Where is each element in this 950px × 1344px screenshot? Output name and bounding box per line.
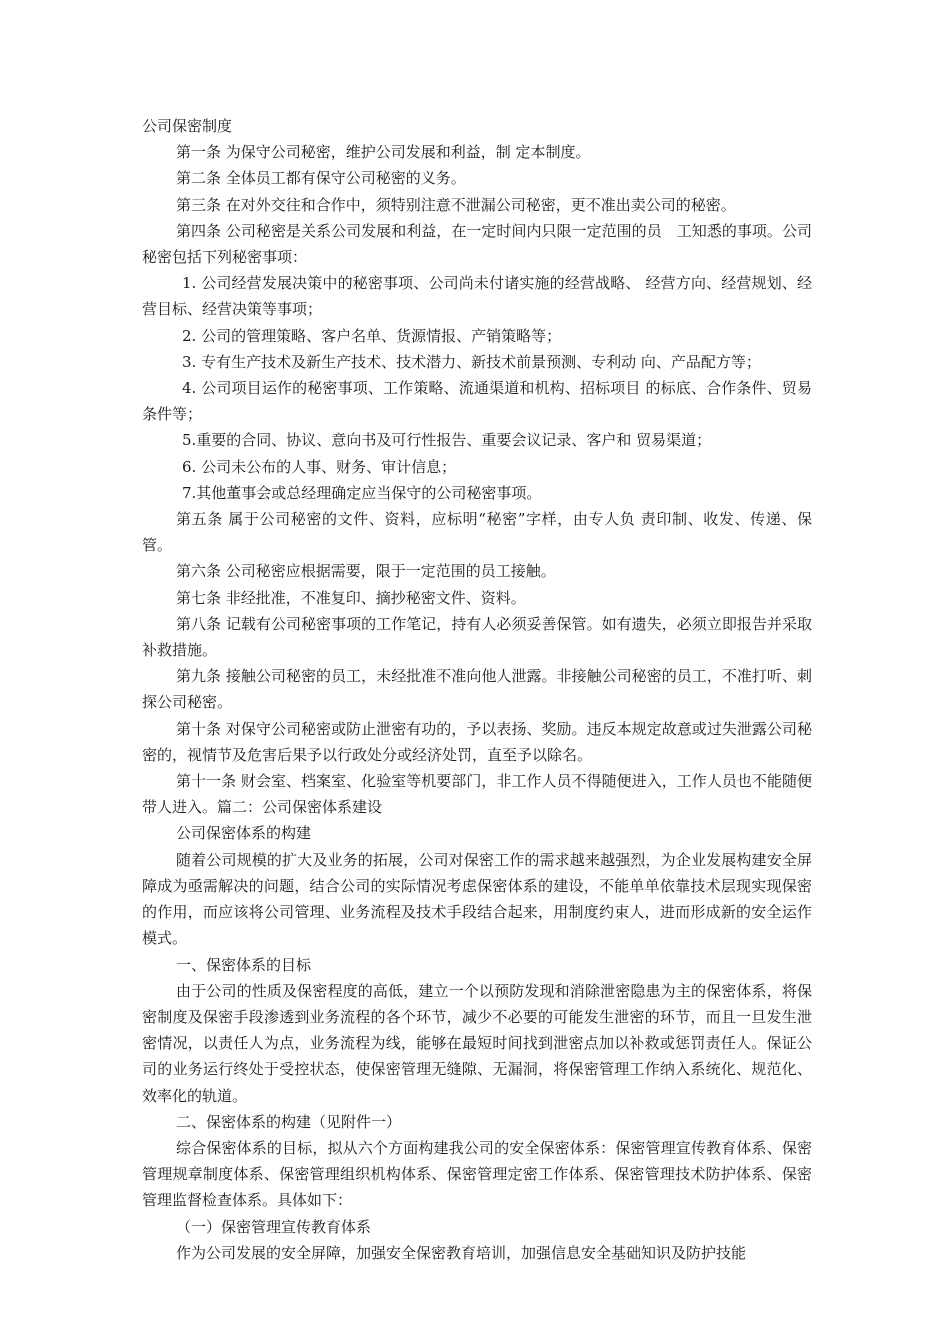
body-paragraph: 由于公司的性质及保密程度的高低，建立一个以预防发现和消除泄密隐患为主的保密体系，将保密制度及保密手段渗透到业务流程的各个环节，减少不必要的可能发生泄密的环节，而且一旦发生泄密情况，以责任人为点，业务流程为线，能够在最短时间找到泄密点加以补救或惩罚责任人。保证公司的业务运行终处于受控状态，使保密管理无缝隙、无漏洞，将保密管理工作纳入系统化、规范化、效率化的轨道。 xyxy=(142,981,812,1105)
list-item-5: 5.重要的合同、协议、意向书及可行性报告、重要会议记录、客户和 贸易渠道； xyxy=(182,431,712,450)
body-paragraph: 作为公司发展的安全屏障，加强安全保密教育培训，加强信息安全基础知识及防护技能 xyxy=(176,1243,747,1262)
list-item-4: 4. 公司项目运作的秘密事项、工作策略、流通渠道和机构、招标项目 的标底、合作条件、贸易条件等； xyxy=(142,379,812,424)
article-8: 第八条 记载有公司秘密事项的工作笔记，持有人必须妥善保管。如有遗失，必须立即报告并采取补救措施。 xyxy=(142,614,812,660)
list-item-1: 1. 公司经营发展决策中的秘密事项、公司尚未付诸实施的经营战略、 经营方向、经营规划、经营目标、经营决策等事项； xyxy=(142,274,812,319)
body-paragraph: 随着公司规模的扩大及业务的拓展，公司对保密工作的需求越来越强烈，为企业发展构建安全屏障成为亟需解决的问题，结合公司的实际情况考虑保密体系的建设，不能单单依靠技术层现实现保密的作用，而应该将公司管理、业务流程及技术手段结合起来，用制度约束人，进而形成新的安全运作模式。 xyxy=(142,850,812,948)
list-item-7: 7.其他董事会或总经理确定应当保守的公司秘密事项。 xyxy=(182,483,542,502)
document-title: 公司保密制度 xyxy=(142,117,233,135)
list-item-3: 3. 专有生产技术及新生产技术、技术潜力、新技术前景预测、专利动 向、产品配方等； xyxy=(182,352,761,371)
article-2: 第二条 全体员工都有保守公司秘密的义务。 xyxy=(176,169,466,188)
article-9: 第九条 接触公司秘密的员工，未经批准不准向他人泄露。非接触公司秘密的员工，不准打听、刺探公司秘密。 xyxy=(142,667,812,712)
section-heading: 公司保密体系的构建 xyxy=(176,824,312,843)
section-heading: 二、保密体系的构建（见附件一） xyxy=(176,1112,402,1131)
article-3: 第三条 在对外交往和合作中，须特别注意不泄漏公司秘密，更不准出卖公司的秘密。 xyxy=(176,195,736,214)
article-6: 第六条 公司秘密应根据需要，限于一定范围的员工接触。 xyxy=(176,562,556,581)
article-4: 第四条 公司秘密是关系公司发展和利益，在一定时间内只限一定范围的员 工知悉的事项。公司秘密包括下列秘密事项： xyxy=(142,221,812,267)
body-paragraph: 综合保密体系的目标，拟从六个方面构建我公司的安全保密体系：保密管理宣传教育体系、保密管理规章制度体系、保密管理组织机构体系、保密管理定密工作体系、保密管理技术防护体系、保密管理监督检查体系。具体如下： xyxy=(142,1138,812,1210)
document-page xyxy=(142,113,812,1266)
article-11: 第十一条 财会室、档案室、化验室等机要部门，非工作人员不得随便进入，工作人员也不能随便带人进入。篇二：公司保密体系建设 xyxy=(142,772,812,817)
article-7: 第七条 非经批准，不准复印、摘抄秘密文件、资料。 xyxy=(176,588,526,607)
list-item-2: 2. 公司的管理策略、客户名单、货源情报、产销策略等； xyxy=(182,326,562,345)
article-1: 第一条 为保守公司秘密，维护公司发展和利益，制 定本制度。 xyxy=(176,143,591,162)
article-10: 第十条 对保守公司秘密或防止泄密有功的，予以表扬、奖励。违反本规定故意或过失泄露公司秘密的，视情节及危害后果予以行政处分或经济处罚，直至予以除名。 xyxy=(142,719,812,764)
subsection-heading: （一）保密管理宣传教育体系 xyxy=(176,1217,372,1236)
list-item-6: 6. 公司未公布的人事、财务、审计信息； xyxy=(182,457,457,476)
article-5: 第五条 属于公司秘密的文件、资料，应标明“秘密”字样，由专人负 责印制、收发、传递、保管。 xyxy=(142,510,812,555)
section-heading: 一、保密体系的目标 xyxy=(176,955,312,974)
